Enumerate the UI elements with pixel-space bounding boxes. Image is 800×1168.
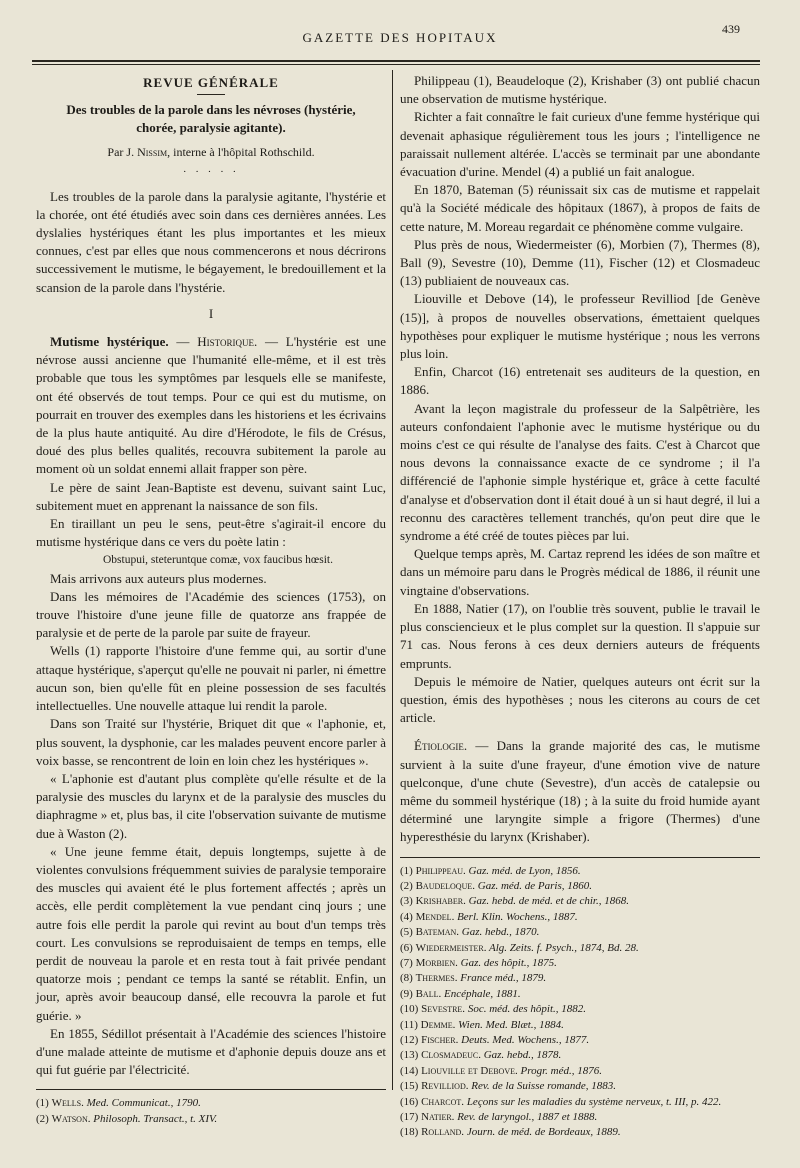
footnote-number: (3)	[400, 895, 413, 908]
footnote-ref: Philosoph. Transact., t. XIV.	[90, 1112, 218, 1125]
history-paragraph	[36, 333, 386, 479]
section-heading: REVUE GÉNÉRALE	[143, 75, 279, 90]
footnote-author: Liouville et Debove.	[421, 1064, 518, 1077]
right-footnotes	[400, 864, 760, 1141]
footnote	[400, 879, 760, 894]
author-affiliation: , interne à l'hôpital Rothschild.	[167, 145, 315, 160]
etiologie-paragraph	[400, 737, 760, 846]
right-column	[400, 72, 760, 1141]
footnote-number: (7)	[400, 956, 413, 969]
footnote	[400, 971, 760, 986]
footnote-number: (16)	[400, 1095, 419, 1108]
paragraph-briquet: Dans son Traité sur l'hystérie, Briquet dit que « l'aphonie, et, plus souvent, la dysphonie, car les malades peuvent encore parler à voix basse, se rencontrent de loin en loin chez les hystériques ».	[36, 716, 386, 768]
footnote-author: Rolland.	[421, 1126, 465, 1139]
footnote-ref: Gaz. des hôpit., 1875.	[457, 956, 557, 969]
footnote-author: Demme.	[420, 1018, 456, 1031]
footnote-number: (1)	[400, 864, 413, 877]
paragraph-cartaz: Quelque temps après, M. Cartaz reprend les idées de son maître et dans un mémoire paru dans le Progrès médical de 1886, il réunit une vingtaine d'observations.	[400, 546, 760, 598]
left-column	[36, 72, 386, 1127]
footnote-ref: Journ. de méd. de Bordeaux, 1889.	[464, 1126, 621, 1139]
footnote	[400, 925, 760, 940]
paragraph-salpetriere: Avant la leçon magistrale du professeur de la Salpêtrière, les auteurs confondaient l'aphonie avec le mutisme hystérique ou du moins c'est ce qui résulte de l'analyse des faits. C'est à Charcot que nous devons la connaissance exacte de ce syndrome ; il l'a différencié de l'aphonie simple hystérique et, grâce à cette faculté d'analyse et d'observation dont il était doué à un si haut degré, il lui a reconnu des caractères tellement tranchés, qu'on peut dire que le syndrome a été créé de toutes pièces par lui.	[400, 400, 760, 544]
footnote-ref: Gaz. hebd., 1870.	[459, 926, 540, 939]
footnote	[400, 1110, 760, 1125]
left-footnotes	[36, 1096, 386, 1127]
footnote-ref: Rev. de la Suisse romande, 1883.	[468, 1080, 617, 1093]
header-rule	[32, 60, 760, 62]
footnote-rule	[36, 1089, 386, 1090]
footnote-author: Ball.	[415, 987, 442, 1000]
footnote-author: Sevestre.	[421, 1003, 466, 1016]
footnote-number: (6)	[400, 941, 413, 954]
running-head: GAZETTE DES HOPITAUX	[302, 30, 498, 45]
footnote-number: (17)	[400, 1111, 419, 1124]
footnote-number: (12)	[400, 1034, 419, 1046]
footnote	[36, 1112, 386, 1127]
footnote-ref: Berl. Klin. Wochens., 1887.	[454, 910, 578, 923]
footnote-ref: Deuts. Med. Wochens., 1877.	[458, 1034, 590, 1046]
footnote-ref: Gaz. méd. de Paris, 1860.	[475, 879, 593, 892]
author-prefix: Par J.	[107, 145, 135, 160]
footnote-number: (1)	[36, 1097, 49, 1110]
footnote	[400, 1002, 760, 1017]
footnote-author: Wells.	[51, 1097, 84, 1110]
paragraph-wiedermeister: Plus près de nous, Wiedermeister (6), Morbien (7), Thermes (8), Ball (9), Sevestre (10), Demme (11), Fischer (12) et Closmadeuc (13) publiaient de nouveaux cas.	[400, 236, 760, 289]
paragraph-philippeau: Philippeau (1), Beaudeloque (2), Krishaber (3) ont publié chacun une observation de mutisme hystérique.	[400, 73, 760, 107]
footnote-number: (11)	[400, 1018, 418, 1031]
footnote-number: (15)	[400, 1080, 419, 1093]
footnote-number: (5)	[400, 926, 413, 939]
footnote-author: Closmadeuc.	[421, 1049, 481, 1062]
footnote-author: Mendel.	[415, 910, 455, 923]
historique-label: Historique.	[197, 334, 258, 350]
etiologie-text: — Dans la grande majorité des cas, le mutisme survient à la suite d'une frayeur, d'une émotion vive de nature quelconque, d'une chute (Sevestre), d'un accès de catalepsie ou même du sommeil hystérique (18) ; à la suite du froid humide ayant déterminé une laryngite simple a frigore (Thermes) d'une hyperesthésie du larynx (Krishaber).	[400, 738, 760, 845]
footnote-number: (8)	[400, 972, 413, 985]
footnote-rule	[400, 857, 760, 858]
paragraph-observation: « Une jeune femme était, depuis longtemps, sujette à de violentes convulsions fréquemment suivies de paralysie temporaire des muscles qui avaient été le plus fortement affectés ; après un accès, elle perdit complètement la vue pendant cinq jours ; une autre fois elle perdit la parole qui revint au bout d'un temps très court. Les convulsions se reproduisaient de temps en temps, elle perdit de nouveau la parole et en resta tout à fait privée pendant quatorze mois ; pendant ce temps la santé se rétablit. Enfin, un jour, après avoir beaucoup dansé, elle recouvra la parole et fut guérie. »	[36, 843, 386, 1023]
footnote-author: Revilliod.	[421, 1080, 469, 1093]
paragraph-liouville: Liouville et Debove (14), le professeur Revilliod [de Genève (15)], à propos de nouvelles observations, émettaient quelques hypothèses pour expliquer le mutisme hystérique ; nous les verrons plus loin.	[400, 291, 760, 362]
paragraph-modernes: Mais arrivons aux auteurs plus modernes.	[50, 570, 267, 586]
footnote-author: Wiedermeister.	[415, 941, 487, 954]
footnote-ref: Soc. méd. des hôpit., 1882.	[465, 1003, 587, 1016]
footnote-author: Watson.	[51, 1112, 91, 1125]
footnote-author: Bateman.	[415, 926, 459, 939]
latin-quote: Obstupui, steteruntque comæ, vox faucibus hœsit.	[103, 554, 333, 567]
paragraph-natier: En 1888, Natier (17), on l'oublie très souvent, publie le travail le plus consciencieux et le plus complet sur la question. Il s'appuie sur 71 cas. Nous ferons à ces deux derniers auteurs de fréquents emprunts.	[400, 600, 760, 671]
footnote-number: (14)	[400, 1064, 419, 1077]
footnote-number: (2)	[400, 879, 413, 892]
footnote-ref: Alg. Zeits. f. Psych., 1874, Bd. 28.	[486, 941, 639, 954]
footnote-ref: Leçons sur les maladies du système nerveux, t. III, p. 422.	[464, 1095, 722, 1108]
footnote-ref: Encéphale, 1881.	[441, 987, 521, 1000]
article-title: Des troubles de la parole dans les névroses (hystérie, chorée, paralysie agitante).	[66, 102, 356, 136]
footnote	[36, 1096, 386, 1111]
footnote	[400, 987, 760, 1002]
footnote	[400, 1095, 760, 1110]
footnote	[400, 1125, 760, 1140]
history-text: — L'hystérie est une névrose aussi ancienne que l'humanité elle-même, et il est très probable que tous les symptômes par lesquels elle se manifeste, ont été observés de tout temps. Pour ce qui est du mutisme, on pourrait en trouver des exemples dans les historiens et les écrivains de la plus haute antiquité. Au dire d'Hérodote, le fils de Crésus, doué des plus belles qualités, recouvra subitement la parole au moment où un soldat ennemi allait frapper son père.	[36, 334, 386, 477]
intro-paragraph: Les troubles de la parole dans la paralysie agitante, l'hystérie et la chorée, ont été étudiés avec soin dans ces dernières années. Les dyslalies hystériques étant les plus importantes et les mieux connues, c'est par elles que nous commencerons et nous décrirons successivement le mutisme, le bégayement, le bredouillement et la scansion de la parole dans l'hystérie.	[36, 188, 386, 295]
footnote-author: Philippeau.	[415, 864, 466, 877]
footnote-number: (2)	[36, 1112, 49, 1125]
footnote	[400, 1048, 760, 1063]
footnote	[400, 941, 760, 956]
paragraph-charcot: Enfin, Charcot (16) entretenait ses auditeurs de la question, en 1886.	[400, 364, 760, 398]
footnote	[400, 1064, 760, 1079]
footnote-author: Natier.	[421, 1111, 455, 1124]
ornament-dots: · · · · ·	[182, 166, 240, 179]
column-divider	[392, 70, 393, 1090]
paragraph-sedillot: En 1855, Sédillot présentait à l'Académie des sciences l'histoire d'une malade atteinte de mutisme et d'aphonie depuis douze ans et qui fut guérie par l'électricité.	[36, 1025, 386, 1078]
paragraph-depuis: Depuis le mémoire de Natier, quelques auteurs ont écrit sur la question, émis des hypothèses ; nous les citerons au cours de cet article.	[400, 673, 760, 726]
footnote-ref: Med. Communicat., 1790.	[83, 1097, 201, 1110]
footnote	[400, 894, 760, 909]
footnote	[400, 910, 760, 925]
footnote-author: Baudeloque.	[415, 879, 475, 892]
footnote-author: Charcot.	[421, 1095, 465, 1108]
footnote-number: (10)	[400, 1003, 419, 1016]
footnote-ref: France méd., 1879.	[457, 972, 547, 985]
paragraph-poete: En tiraillant un peu le sens, peut-être s'agirait-il encore du mutisme hystérique dans ce vers du poète latin :	[36, 516, 386, 550]
part-numeral: I	[208, 305, 214, 321]
footnote-ref: Rev. de laryngol., 1887 et 1888.	[454, 1111, 598, 1124]
footnote	[400, 1018, 760, 1033]
footnote	[400, 956, 760, 971]
footnote	[400, 1033, 760, 1048]
footnote-author: Krishaber.	[415, 895, 466, 908]
paragraph-wells: Wells (1) rapporte l'histoire d'une femme qui, au sortir d'une attaque hystérique, s'aperçut qu'elle ne pouvait ni parler, ni émettre aucun son, bien qu'elle fût en pleine possession de ses facultés intellectuelles. Une nouvelle attaque lui rendit la parole.	[36, 643, 386, 714]
author-line	[36, 143, 386, 161]
footnote-ref: Wien. Med. Blæt., 1884.	[455, 1018, 564, 1031]
paragraph-aphonie: « L'aphonie est d'autant plus complète qu'elle résulte et de la paralysie des muscles du larynx et de la paralysie des muscles du diaphragme » et, plus bas, il cite l'observation suivante de mutisme due à Waston (2).	[36, 770, 386, 841]
page-number: 439	[722, 22, 740, 36]
spacer	[400, 727, 760, 737]
subhead-separator: —	[168, 334, 198, 350]
etiologie-label: Étiologie.	[414, 738, 468, 754]
footnote	[400, 1079, 760, 1094]
footnote-author: Morbien.	[415, 956, 458, 969]
paragraph-bateman: En 1870, Bateman (5) réunissait six cas de mutisme et rappelait qu'à la Société médicale des hôpitaux (1867), à propos de faits de cette nature, M. Moreau regardait ce phénomène comme vulgaire.	[400, 182, 760, 234]
footnote-ref: Gaz. hebd., 1878.	[480, 1049, 562, 1062]
paragraph-richter: Richter a fait connaître le fait curieux d'une femme hystérique qui devenait aphasique régulièrement tous les jours ; l'intelligence ne paraissait nullement altérée. L'accès se terminait par une abondante évacuation d'urine. Mendel (4) a publié un fait analogue.	[400, 109, 760, 180]
footnote-ref: Gaz. méd. de Lyon, 1856.	[465, 864, 581, 877]
footnote-author: Fischer.	[421, 1034, 459, 1046]
paragraph-luc: Le père de saint Jean-Baptiste est devenu, suivant saint Luc, subitement muet en apprenant la naissance de son fils.	[36, 479, 386, 513]
paragraph-academie: Dans les mémoires de l'Académie des sciences (1753), on trouve l'histoire d'une jeune fille de quatorze ans frappée de paralysie et de perte de la parole par suite de frayeur.	[36, 588, 386, 641]
footnote	[400, 864, 760, 879]
subheading-mutisme: Mutisme hystérique.	[50, 334, 169, 350]
footnote-number: (13)	[400, 1049, 419, 1062]
footnote-number: (18)	[400, 1126, 419, 1139]
section-rule	[197, 94, 225, 95]
footnote-ref: Gaz. hebd. de méd. et de chir., 1868.	[465, 895, 629, 908]
author-name: Nissim	[137, 145, 168, 160]
footnote-number: (4)	[400, 910, 413, 923]
footnote-number: (9)	[400, 987, 413, 1000]
footnote-author: Thermes.	[415, 972, 458, 985]
footnote-ref: Progr. méd., 1876.	[517, 1064, 602, 1077]
header-rule-thin	[32, 64, 760, 65]
